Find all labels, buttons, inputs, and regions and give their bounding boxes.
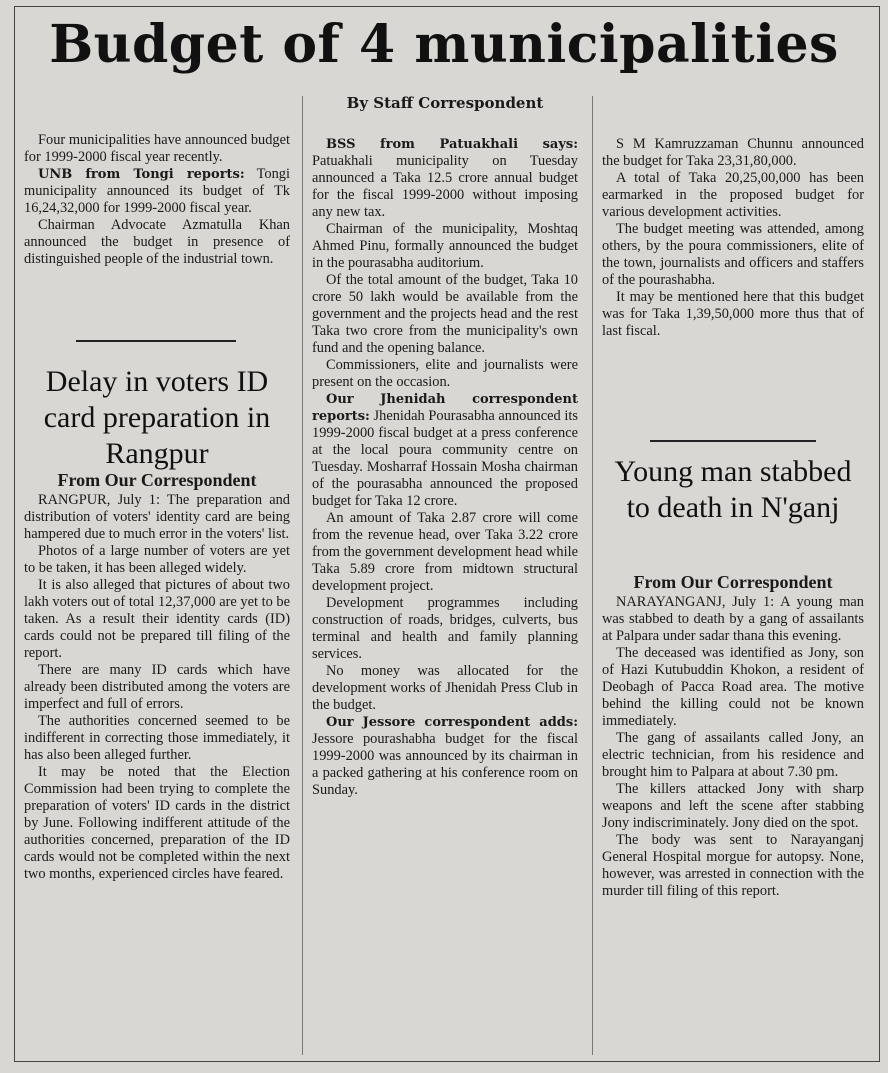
story2-title: Delay in voters ID card preparation in Rangpur (43, 365, 271, 470)
col2-p2: Chairman of the municipality, Moshtaq Ahmed Pinu, formally announced the budget in the pourasabha auditorium. (312, 221, 578, 271)
col2-p3: Of the total amount of the budget, Taka 10 crore 50 lakh would be available from the government and the projects head and the rest Taka two crore from the municipality's own fund and the opening balance. (312, 272, 578, 356)
story3-source: From Our Correspondent (633, 572, 833, 592)
divider-col1 (76, 340, 236, 342)
story2-text (24, 492, 290, 883)
column-rule-2 (592, 96, 593, 1055)
story3-text (602, 594, 864, 900)
story2-p1: RANGPUR, July 1: The preparation and distribution of voters' identity card are being hampered due to much error in the voters' list. (24, 492, 290, 542)
col2-p4: Commissioners, elite and journalists were present on the occasion. (312, 357, 578, 390)
col2-p6: An amount of Taka 2.87 crore will come from the revenue head, over Taka 3.22 crore from the government development head while Taka 5.89 crore from midtown structural development project. (312, 510, 578, 594)
byline: By Staff Correspondent (346, 94, 544, 112)
story2-p2: Photos of a large number of voters are yet to be taken, it has been alleged widely. (24, 543, 290, 576)
story2-source: From Our Correspondent (57, 470, 257, 490)
col2-p5-lead: Our Jhenidah correspondent reports: (312, 392, 578, 424)
col2-p8: No money was allocated for the development works of Jhenidah Press Club in the budget. (312, 663, 578, 713)
col3-p2: A total of Taka 20,25,00,000 has been earmarked in the proposed budget for various development activities. (602, 170, 864, 220)
divider-col3 (650, 440, 816, 442)
col2-p5: Jhenidah Pourasabha announced its 1999-2000 fiscal budget at a press conference at the local poura community centre on Tuesday. Mosharraf Hossain Mosha chairman of the pourasabha announced the proposed budget for Taka 12 crore. (312, 408, 578, 509)
col2-p9: Jessore pourashabha budget for the fiscal 1999-2000 was announced by its chairman in a packed gathering at his conference room on Sunday. (312, 731, 578, 798)
story2-p4: There are many ID cards which have already been distributed among the voters are imperfect and full of errors. (24, 662, 290, 712)
story3-p2: The deceased was identified as Jony, son of Hazi Kutubuddin Khokon, a resident of Deobagh of Pacca Road area. The motive behind the killing could not be known immediately. (602, 645, 864, 729)
story3-title: Young man stabbed to death in N'ganj (614, 455, 852, 524)
main-headline: Budget of 4 municipalities (49, 14, 839, 75)
column-rule-1 (302, 96, 303, 1055)
story3-p1: NARAYANGANJ, July 1: A young man was stabbed to death by a gang of assailants at Palpara under sadar thana this evening. (602, 594, 864, 644)
col1-p3: Chairman Advocate Azmatulla Khan announced the budget in presence of distinguished people of the industrial town. (24, 217, 290, 267)
col3-p1: S M Kamruzzaman Chunnu announced the budget for Taka 23,31,80,000. (602, 136, 864, 169)
col2-text (312, 136, 578, 799)
col1-p2-lead: UNB from Tongi reports: (38, 167, 245, 182)
col2-p1: Patuakhali municipality on Tuesday announced a Taka 12.5 crore annual budget for the fiscal 1999-2000 without imposing any new tax. (312, 153, 578, 220)
col2-p7: Development programmes including construction of roads, bridges, culverts, bus terminal and health and family planning services. (312, 595, 578, 662)
story3-p4: The killers attacked Jony with sharp weapons and left the scene after stabbing Jony indiscriminately. Jony died on the spot. (602, 781, 864, 831)
story2-p5: The authorities concerned seemed to be indifferent in correcting those immediately, it has also been alleged further. (24, 713, 290, 763)
col3-p3: The budget meeting was attended, among others, by the poura commissioners, elite of the town, journalists and officers and staffers of the pourashabha. (602, 221, 864, 288)
story3-p3: The gang of assailants called Jony, an electric technician, from his residence and brought him to Palpara at about 7.30 pm. (602, 730, 864, 780)
col3-text (602, 136, 864, 340)
col1-p1: Four municipalities have announced budget for 1999-2000 fiscal year recently. (24, 132, 290, 165)
story3-p5: The body was sent to Narayanganj General Hospital morgue for autopsy. None, however, was arrested in connection with the murder till filing of this report. (602, 832, 864, 899)
col1-text (24, 132, 290, 268)
col2-p1-lead: BSS from Patuakhali says: (326, 137, 578, 152)
col1-p2: Tongi municipality announced its budget of Tk 16,24,32,000 for 1999-2000 fiscal year. (24, 166, 290, 216)
story2-p3: It is also alleged that pictures of about two lakh voters out of total 12,37,000 are yet to be taken. As a result their identity cards (ID) cards could not be prepared till filing of the report. (24, 577, 290, 661)
story2-p6: It may be noted that the Election Commission had been trying to complete the preparation of voters' ID cards in the district by June. Following indifferent attitude of the authorities concerned, preparation of the ID cards would not be completed within the next two months, experienced circles have feared. (24, 764, 290, 882)
col2-p9-lead: Our Jessore correspondent adds: (326, 715, 578, 730)
col3-p4: It may be mentioned here that this budget was for Taka 1,39,50,000 more thus that of last fiscal. (602, 289, 864, 339)
